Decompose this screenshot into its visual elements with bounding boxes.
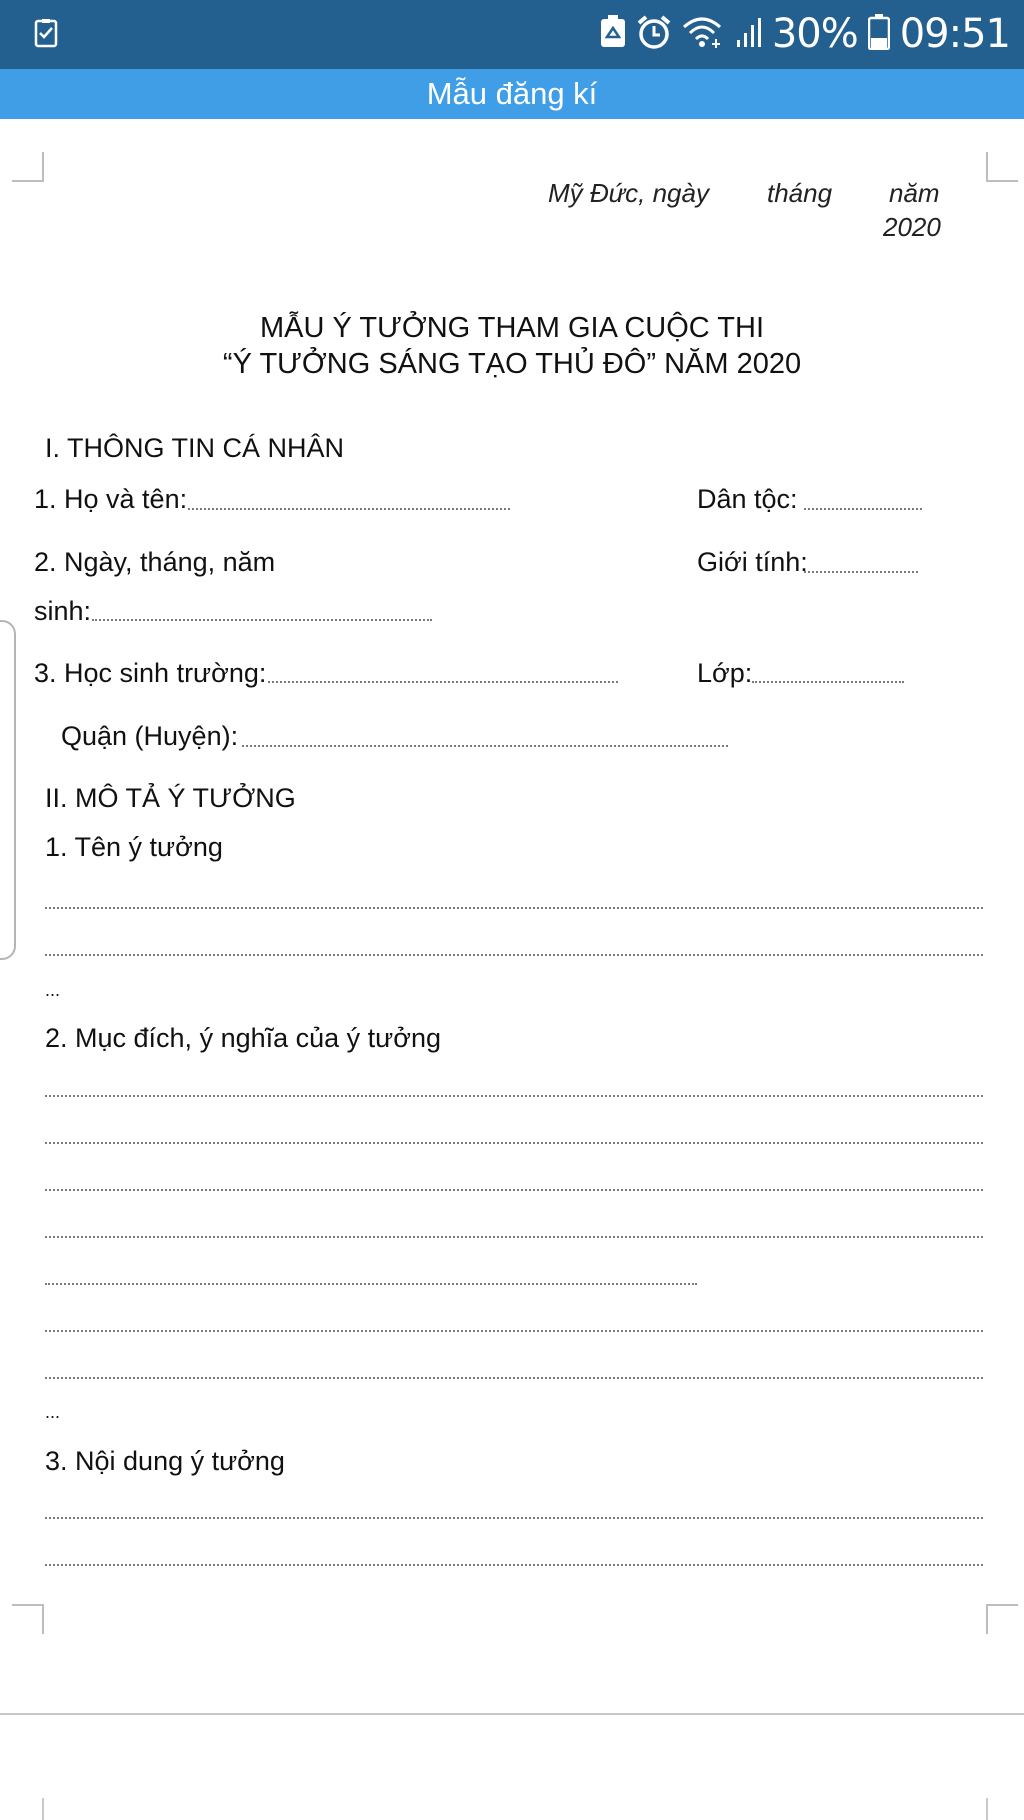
field-dob-label: 2. Ngày, tháng, năm bbox=[34, 547, 276, 577]
idea-purpose-line-6[interactable] bbox=[45, 1330, 983, 1332]
item-idea-name: 1. Tên ý tưởng bbox=[45, 832, 223, 862]
field-name-blank[interactable] bbox=[188, 508, 510, 510]
field-school-blank[interactable] bbox=[268, 681, 618, 683]
idea-purpose-line-4[interactable] bbox=[45, 1236, 983, 1238]
idea-name-line-2[interactable] bbox=[45, 954, 983, 956]
idea-purpose-line-3[interactable] bbox=[45, 1189, 983, 1191]
idea-purpose-line-7[interactable] bbox=[45, 1377, 983, 1379]
battery-percent: 30% bbox=[771, 11, 858, 57]
idea-name-line-1[interactable] bbox=[45, 907, 983, 909]
field-district-label: Quận (Huyện): bbox=[61, 721, 239, 751]
date-month-label: tháng bbox=[767, 178, 833, 208]
item-idea-purpose: 2. Mục đích, ý nghĩa của ý tưởng bbox=[45, 1023, 441, 1053]
form-title-line1: MẪU Ý TƯỞNG THAM GIA CUỘC THI bbox=[259, 312, 765, 344]
date-year-label: năm bbox=[889, 178, 940, 208]
idea-purpose-line-5[interactable] bbox=[45, 1283, 697, 1285]
date-year: 2020 bbox=[883, 212, 941, 242]
place-date: Mỹ Đức, ngày bbox=[548, 178, 709, 208]
field-class-label: Lớp: bbox=[697, 658, 753, 688]
clock: 09:51 bbox=[899, 11, 1010, 57]
field-dob-blank[interactable] bbox=[92, 619, 432, 621]
idea-name-ellipsis: ... bbox=[45, 980, 61, 1000]
field-district-blank[interactable] bbox=[242, 745, 728, 747]
section-personal-info: I. THÔNG TIN CÁ NHÂN bbox=[45, 433, 345, 463]
field-class-blank[interactable] bbox=[752, 681, 904, 683]
field-ethnicity-label: Dân tộc: bbox=[697, 484, 798, 514]
field-gender-label: Giới tính: bbox=[697, 547, 808, 577]
form-title-line2: “Ý TƯỞNG SÁNG TẠO THỦ ĐÔ” NĂM 2020 bbox=[222, 348, 802, 380]
app-title: Mẫu đăng kí bbox=[426, 76, 598, 111]
idea-purpose-ellipsis: ... bbox=[45, 1402, 61, 1422]
field-school-label: 3. Học sinh trường: bbox=[34, 658, 267, 688]
idea-purpose-line-2[interactable] bbox=[45, 1142, 983, 1144]
idea-content-line-1[interactable] bbox=[45, 1517, 983, 1519]
section-idea-description: II. MÔ TẢ Ý TƯỞNG bbox=[45, 783, 296, 813]
idea-content-line-2[interactable] bbox=[45, 1564, 983, 1566]
field-gender-blank[interactable] bbox=[804, 571, 918, 573]
item-idea-content: 3. Nội dung ý tưởng bbox=[45, 1446, 285, 1476]
idea-purpose-line-1[interactable] bbox=[45, 1095, 983, 1097]
field-name-label: 1. Họ và tên: bbox=[34, 484, 188, 514]
field-dob-label-cont: sinh: bbox=[34, 596, 92, 626]
field-ethnicity-blank[interactable] bbox=[804, 508, 922, 510]
